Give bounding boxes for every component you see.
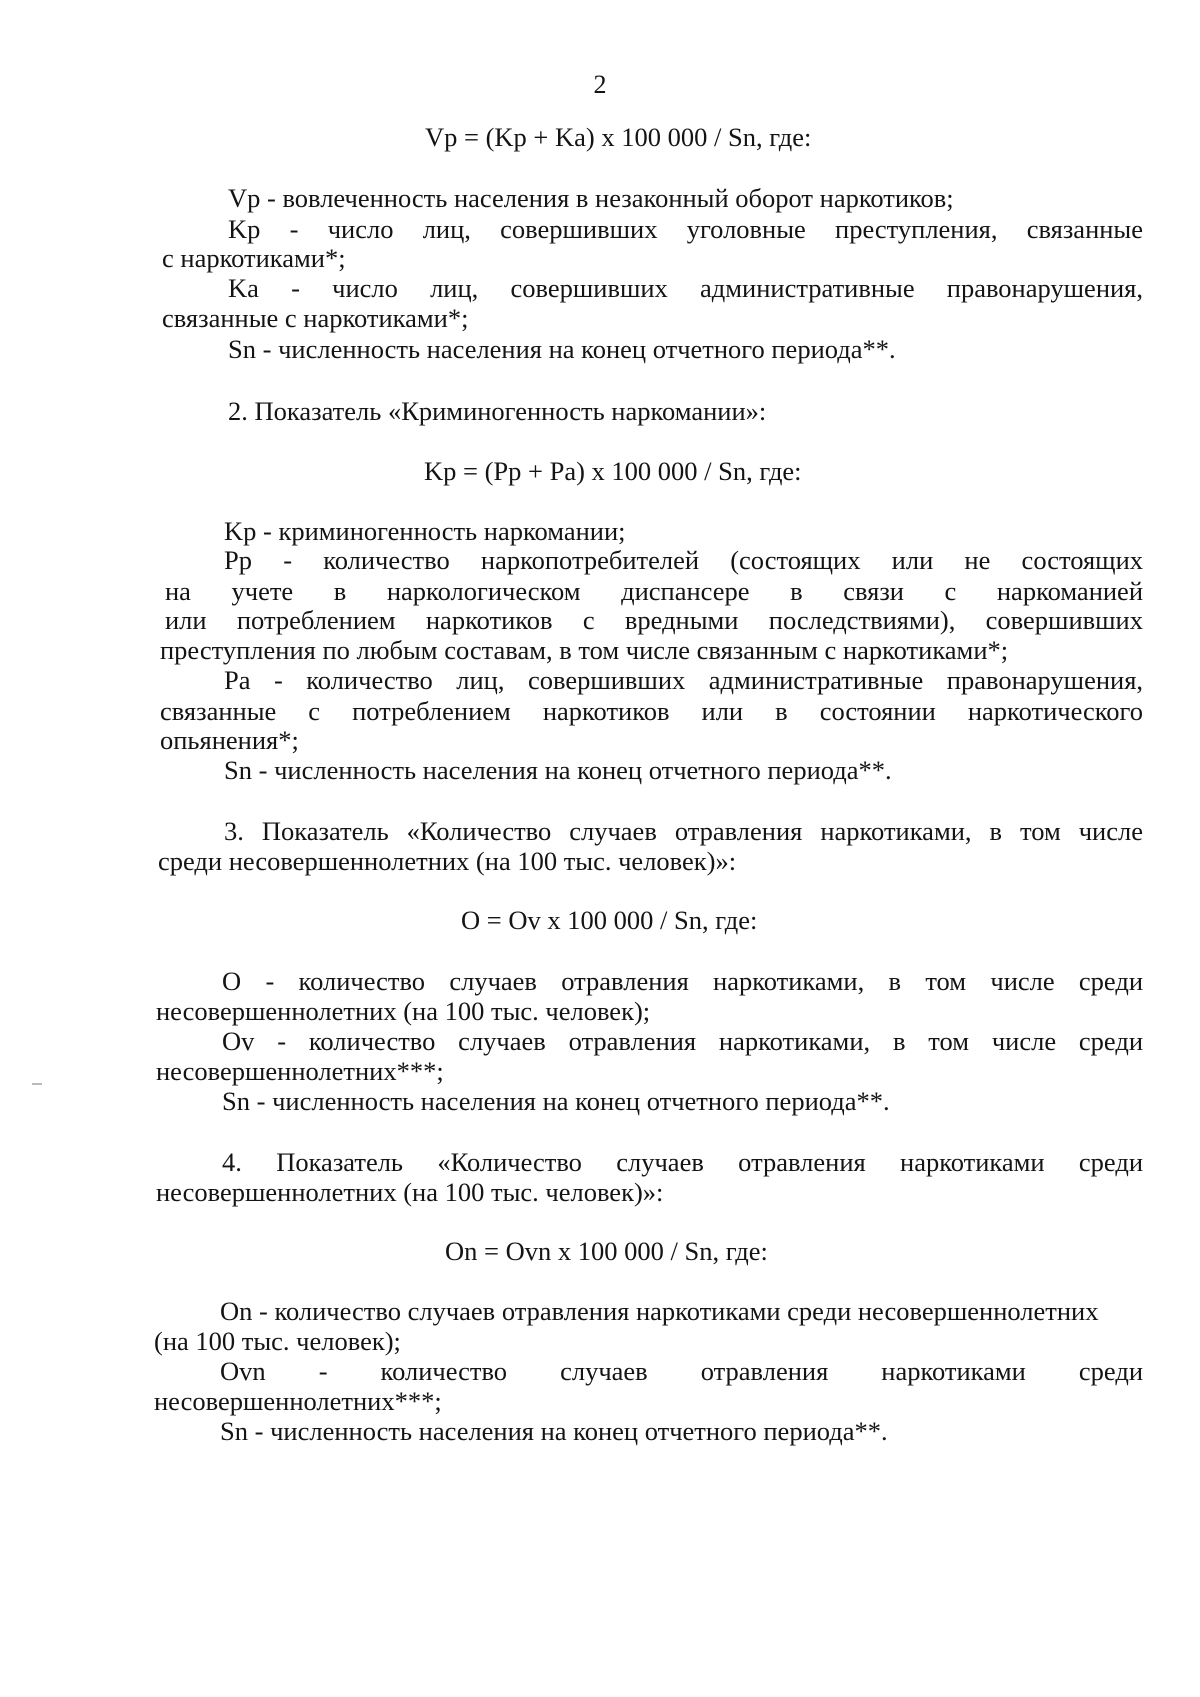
def-pp-line-3: или потреблением наркотиков с вредными последствиями), совершивших <box>165 605 1143 635</box>
def-sn <box>222 1086 890 1117</box>
section-3-heading-line-2: среди несовершеннолетних (на 100 тыс. человек)»: <box>158 846 737 876</box>
def-pa-line-1 <box>224 665 1143 696</box>
def-abbr: Kp <box>228 214 261 244</box>
formula-vp: Vp = (Kp + Ka) x 100 000 / Sn, где: <box>425 122 812 152</box>
def-ka-line-2: связанные с наркотиками*; <box>162 303 469 333</box>
def-abbr: Ovn <box>220 1356 266 1386</box>
scan-edge-mark <box>32 1083 42 1085</box>
def-abbr: Sn <box>224 755 252 785</box>
def-text: - численность населения на конец отчетного периода**. <box>250 1086 890 1116</box>
def-sn <box>228 334 896 365</box>
def-abbr: Vp <box>228 183 261 213</box>
def-text: - количество случаев отравления наркотиками среди несовершеннолетних <box>259 1296 1099 1326</box>
def-pp-line-1 <box>224 545 1143 576</box>
def-text: - число лиц, совершивших уголовные преступления, связанные <box>289 214 1143 244</box>
def-abbr: O <box>222 966 242 996</box>
section-3-heading-line-1: 3. Показатель «Количество случаев отравления наркотиками, в том числе <box>224 816 1143 846</box>
def-text: - вовлеченность населения в незаконный оборот наркотиков; <box>260 183 954 213</box>
formula-o: O = Ov x 100 000 / Sn, где: <box>461 905 758 935</box>
def-text: - количество случаев отравления наркотиками среди <box>318 1356 1143 1386</box>
def-abbr: On <box>220 1296 253 1326</box>
def-text: - численность населения на конец отчетного периода**. <box>252 755 892 785</box>
def-abbr: Sn <box>228 334 256 364</box>
def-kp-line-1 <box>228 214 1143 245</box>
def-abbr: Pa <box>224 665 251 695</box>
def-vp <box>228 183 954 214</box>
def-kp <box>224 516 626 547</box>
def-o-line-2: несовершеннолетних (на 100 тыс. человек); <box>156 996 651 1026</box>
def-text: - количество случаев отравления наркотиками, в том числе среди <box>277 1026 1144 1056</box>
def-sn <box>220 1416 888 1447</box>
def-pa-line-2: связанные с потреблением наркотиков или в состоянии наркотического <box>160 696 1143 726</box>
def-text: - численность населения на конец отчетного периода**. <box>256 334 896 364</box>
section-4-heading-line-2: несовершеннолетних (на 100 тыс. человек)»: <box>156 1177 664 1207</box>
def-pp-line-2: на учете в наркологическом диспансере в связи с наркоманией <box>165 576 1143 606</box>
def-ovn-line-2: несовершеннолетних***; <box>154 1386 442 1416</box>
page-number: 2 <box>593 70 607 99</box>
def-text: - количество лиц, совершивших административные правонарушения, <box>273 665 1144 695</box>
def-abbr: Ka <box>228 273 259 303</box>
def-pa-line-3: опьянения*; <box>160 725 299 755</box>
section-4-heading-line-1: 4. Показатель «Количество случаев отравления наркотиками среди <box>222 1147 1143 1177</box>
def-ka-line-1 <box>228 273 1143 304</box>
def-abbr: Sn <box>220 1416 248 1446</box>
section-2-heading: 2. Показатель «Криминогенность наркомании»: <box>228 396 767 426</box>
def-text: - количество случаев отравления наркотиками, в том числе среди <box>265 966 1143 996</box>
def-ovn-line-1 <box>220 1356 1143 1387</box>
def-text: - численность населения на конец отчетного периода**. <box>248 1416 888 1446</box>
def-text: - криминогенность наркомании; <box>256 516 626 546</box>
def-kp-line-2: с наркотиками*; <box>162 243 346 273</box>
def-abbr: Ov <box>222 1026 255 1056</box>
def-pp-line-4: преступления по любым составам, в том числе связанным с наркотиками*; <box>160 635 1009 665</box>
formula-on: On = Ovn x 100 000 / Sn, где: <box>445 1236 768 1266</box>
def-sn <box>224 755 892 786</box>
def-text: - количество наркопотребителей (состоящих или не состоящих <box>283 545 1143 575</box>
def-text: - число лиц, совершивших административные правонарушения, <box>291 273 1144 303</box>
def-on-line-1 <box>220 1296 1098 1327</box>
formula-kp: Kp = (Pp + Pa) x 100 000 / Sn, где: <box>424 456 802 486</box>
def-abbr: Kp <box>224 516 257 546</box>
def-ov-line-1 <box>222 1026 1143 1057</box>
def-on-line-2: (на 100 тыс. человек); <box>154 1326 401 1356</box>
def-abbr: Pp <box>224 545 252 575</box>
def-abbr: Sn <box>222 1086 250 1116</box>
def-ov-line-2: несовершеннолетних***; <box>156 1056 444 1086</box>
def-o-line-1 <box>222 966 1143 997</box>
